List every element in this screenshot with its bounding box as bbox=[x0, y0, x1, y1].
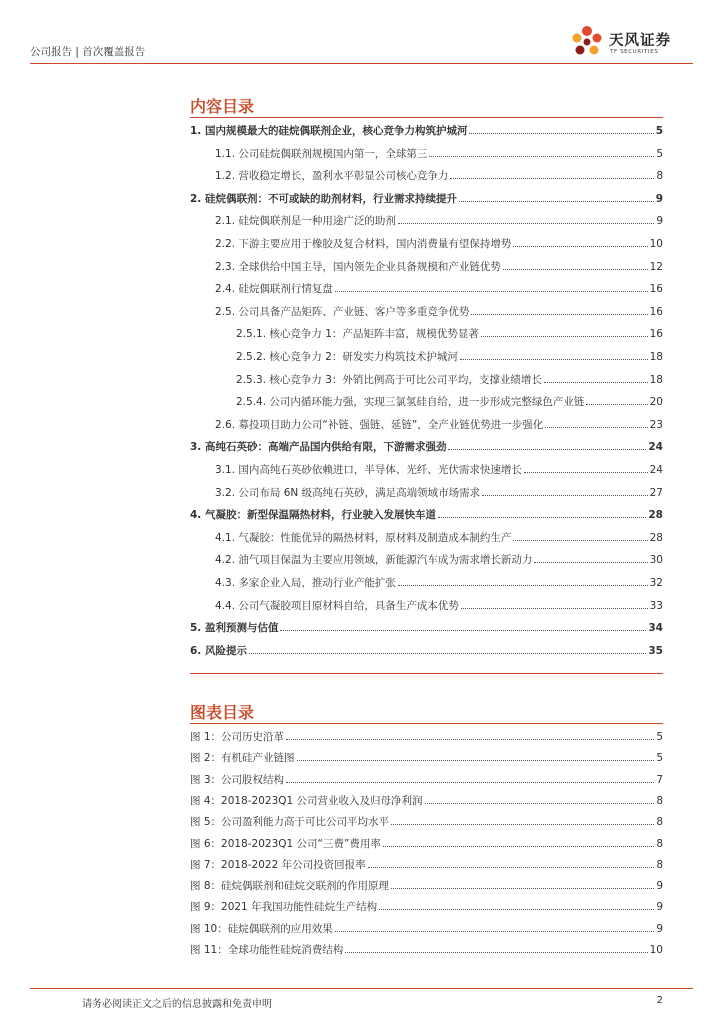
toc-entry[interactable] bbox=[215, 486, 663, 500]
dot-leader bbox=[335, 291, 648, 292]
dot-leader bbox=[469, 133, 653, 134]
brand-flower-icon bbox=[569, 24, 605, 60]
figure-entry[interactable] bbox=[190, 900, 663, 914]
toc-entry[interactable] bbox=[215, 418, 663, 432]
toc-entry-page: 20 bbox=[649, 396, 663, 409]
dot-leader bbox=[481, 336, 648, 337]
toc-entry-text: 2.5. 公司具备产品矩阵、产业链、客户等多重竞争优势 bbox=[215, 305, 470, 318]
figure-entry-page: 7 bbox=[656, 773, 663, 786]
toc-entry-text: 2.5.3. 核心竞争力 3：外销比例高于可比公司平均，支撑业绩增长 bbox=[236, 373, 542, 386]
toc-title: 内容目录 bbox=[190, 97, 255, 116]
figure-entry-page: 8 bbox=[656, 858, 663, 871]
figure-entry-page: 8 bbox=[656, 816, 663, 829]
figure-entry[interactable] bbox=[190, 773, 663, 787]
dot-leader bbox=[249, 653, 646, 654]
toc-entry-page: 18 bbox=[649, 351, 663, 363]
header-divider bbox=[30, 63, 693, 64]
dot-leader bbox=[335, 931, 655, 932]
toc-entry-page: 16 bbox=[649, 283, 663, 296]
figure-list-title: 图表目录 bbox=[190, 703, 255, 722]
toc-entry[interactable] bbox=[215, 169, 663, 183]
toc-entry[interactable] bbox=[215, 282, 663, 296]
dot-leader bbox=[438, 517, 646, 518]
dot-leader bbox=[450, 178, 654, 179]
toc-entry-text: 3.1. 国内高纯石英砂依赖进口，半导体、光纤、光伏需求快速增长 bbox=[215, 464, 522, 476]
toc-entry[interactable] bbox=[236, 373, 663, 387]
brand-name-en: TF SECURITIES bbox=[610, 49, 659, 55]
figure-entry-page: 9 bbox=[656, 880, 663, 893]
dot-leader bbox=[513, 540, 647, 541]
dot-leader bbox=[383, 846, 654, 847]
dot-leader bbox=[545, 427, 647, 428]
dot-leader bbox=[534, 562, 647, 563]
figure-entry-page: 10 bbox=[649, 944, 663, 956]
toc-entry-page: 5 bbox=[656, 147, 663, 160]
figure-entry-text: 图 3：公司股权结构 bbox=[190, 773, 285, 786]
toc-entry-page: 34 bbox=[648, 622, 663, 635]
toc-entry-text: 4.2. 油气项目保温为主要应用领域，新能源汽车成为需求增长新动力 bbox=[215, 554, 533, 567]
toc-entry-page: 9 bbox=[656, 215, 663, 228]
dot-leader bbox=[459, 201, 654, 202]
toc-entry-page: 23 bbox=[649, 418, 663, 431]
figure-list-title-rule bbox=[190, 723, 663, 724]
toc-entry-text: 1.2. 营收稳定增长，盈利水平彰显公司核心竞争力 bbox=[215, 170, 449, 183]
dot-leader bbox=[286, 739, 654, 740]
figure-entry[interactable] bbox=[190, 751, 663, 765]
toc-entry[interactable] bbox=[215, 553, 663, 567]
toc-entry[interactable] bbox=[190, 192, 663, 206]
dot-leader bbox=[297, 760, 655, 761]
toc-entry-text: 2.5.2. 核心竞争力 2：研发实力构筑技术护城河 bbox=[236, 351, 458, 363]
toc-entry-text: 3. 高纯石英砂：高端产品国内供给有限，下游需求强劲 bbox=[190, 441, 447, 454]
toc-entry[interactable] bbox=[236, 395, 663, 409]
toc-entry-text: 4.1. 气凝胶：性能优异的隔热材料，原材料及制造成本制约生产 bbox=[215, 531, 512, 544]
figure-entry-page: 5 bbox=[656, 731, 663, 743]
report-type-label: 公司报告 | 首次覆盖报告 bbox=[30, 46, 146, 58]
dot-leader bbox=[513, 246, 647, 247]
toc-entry-page: 33 bbox=[649, 599, 663, 612]
figure-entry-text: 图 11：全球功能性硅烷消费结构 bbox=[190, 944, 344, 956]
dot-leader bbox=[471, 314, 647, 315]
figure-entry-text: 图 4：2018-2023Q1 公司营业收入及归母净利润 bbox=[190, 794, 423, 807]
toc-entry[interactable] bbox=[215, 237, 663, 251]
toc-entry-text: 5. 盈利预测与估值 bbox=[190, 622, 279, 635]
toc-entry-text: 2.5.4. 公司内循环能力强，实现三氯氢硅自给，进一步形成完整绿色产业链 bbox=[236, 396, 585, 409]
dot-leader bbox=[482, 495, 648, 496]
figure-entry-page: 8 bbox=[656, 837, 663, 850]
toc-entry-text: 3.2. 公司布局 6N 级高纯石英砂，满足高端领域市场需求 bbox=[215, 486, 481, 499]
figure-entry-text: 图 9：2021 年我国功能性硅烷生产结构 bbox=[190, 901, 378, 914]
toc-entry-page: 24 bbox=[649, 464, 663, 476]
figure-entry-page: 8 bbox=[656, 794, 663, 807]
toc-entry-text: 2.1. 硅烷偶联剂是一种用途广泛的助剂 bbox=[215, 215, 396, 228]
footer-disclaimer: 请务必阅读正文之后的信息披露和免责申明 bbox=[82, 999, 272, 1010]
toc-entry-text: 4.4. 公司气凝胶项目原材料自给，具备生产成本优势 bbox=[215, 599, 459, 612]
dot-leader bbox=[460, 359, 648, 360]
toc-entry-page: 8 bbox=[656, 170, 663, 183]
dot-leader bbox=[429, 156, 654, 157]
dot-leader bbox=[586, 404, 647, 405]
toc-entry-text: 2.3. 全球供给中国主导，国内领先企业具备规模和产业链优势 bbox=[215, 260, 501, 273]
figure-entry[interactable] bbox=[190, 879, 663, 893]
toc-entry-page: 28 bbox=[648, 509, 663, 522]
dot-leader bbox=[503, 269, 648, 270]
figure-entry-text: 图 5：公司盈利能力高于可比公司平均水平 bbox=[190, 816, 390, 829]
toc-entry-page: 24 bbox=[648, 441, 663, 454]
figure-entry-text: 图 2：有机硅产业链图 bbox=[190, 752, 295, 765]
dot-leader bbox=[391, 888, 654, 889]
figure-entry-text: 图 6：2018-2023Q1 公司“三费”费用率 bbox=[190, 837, 381, 850]
toc-bottom-rule bbox=[190, 673, 663, 674]
toc-entry-page: 35 bbox=[648, 644, 663, 657]
toc-entry-text: 2.5.1. 核心竞争力 1：产品矩阵丰富，规模优势显著 bbox=[236, 328, 479, 341]
toc-entry[interactable] bbox=[236, 327, 663, 341]
toc-entry-text: 4.3. 多家企业入局，推动行业产能扩张 bbox=[215, 577, 396, 589]
toc-entry-text: 1. 国内规模最大的硅烷偶联剂企业，核心竞争力构筑护城河 bbox=[190, 125, 468, 137]
figure-entry[interactable] bbox=[190, 837, 663, 851]
figure-entry-text: 图 1：公司历史沿革 bbox=[190, 731, 285, 743]
toc-entry[interactable] bbox=[215, 463, 663, 477]
dot-leader bbox=[391, 824, 654, 825]
toc-entry[interactable] bbox=[215, 599, 663, 613]
figure-entry-text: 图 10：硅烷偶联剂的应用效果 bbox=[190, 922, 333, 935]
toc-entry[interactable] bbox=[215, 214, 663, 228]
toc-entry-text: 2.4. 硅烷偶联剂行情复盘 bbox=[215, 283, 333, 296]
figure-entry[interactable] bbox=[190, 815, 663, 829]
toc-entry[interactable] bbox=[190, 508, 663, 522]
brand-logo bbox=[565, 22, 695, 62]
toc-entry-page: 16 bbox=[649, 328, 663, 341]
toc-entry-page: 30 bbox=[649, 554, 663, 567]
toc-entry[interactable] bbox=[215, 147, 663, 161]
dot-leader bbox=[398, 223, 654, 224]
figure-entry-page: 9 bbox=[656, 922, 663, 935]
dot-leader bbox=[448, 449, 646, 450]
toc-entry-page: 28 bbox=[649, 531, 663, 544]
figure-entry[interactable] bbox=[190, 943, 663, 957]
toc-entry[interactable] bbox=[215, 260, 663, 274]
brand-name-cn: 天风证券 bbox=[609, 33, 671, 49]
toc-entry-page: 27 bbox=[649, 486, 663, 499]
toc-entry-text: 2.2. 下游主要应用于橡胶及复合材料，国内消费量有望保持增势 bbox=[215, 238, 512, 250]
dot-leader bbox=[398, 585, 648, 586]
dot-leader bbox=[345, 952, 647, 953]
toc-entry[interactable] bbox=[215, 576, 663, 590]
toc-entry-page: 32 bbox=[649, 577, 663, 589]
toc-entry[interactable] bbox=[236, 350, 663, 364]
dot-leader bbox=[280, 630, 646, 631]
dot-leader bbox=[379, 909, 654, 910]
toc-entry-page: 5 bbox=[655, 125, 663, 137]
toc-entry-text: 2. 硅烷偶联剂：不可或缺的助剂材料，行业需求持续提升 bbox=[190, 192, 457, 205]
toc-title-rule bbox=[190, 117, 663, 118]
dot-leader bbox=[544, 382, 648, 383]
dot-leader bbox=[286, 782, 654, 783]
toc-entry-page: 12 bbox=[649, 260, 663, 273]
toc-entry-text: 2.6. 募投项目助力公司“补链、强链、延链”，全产业链优势进一步强化 bbox=[215, 418, 544, 431]
figure-entry[interactable] bbox=[190, 858, 663, 872]
figure-entry-text: 图 7：2018-2022 年公司投资回报率 bbox=[190, 858, 366, 871]
figure-entry-text: 图 8：硅烷偶联剂和硅烷交联剂的作用原理 bbox=[190, 880, 390, 893]
toc-entry[interactable] bbox=[190, 621, 663, 635]
toc-entry-text: 1.1. 公司硅烷偶联剂规模国内第一，全球第三 bbox=[215, 147, 428, 160]
toc-entry[interactable] bbox=[190, 440, 663, 454]
toc-entry[interactable] bbox=[190, 644, 663, 658]
toc-entry[interactable] bbox=[190, 124, 663, 138]
toc-entry-text: 6. 风险提示 bbox=[190, 644, 247, 657]
footer-divider bbox=[30, 988, 693, 989]
toc-entry-page: 10 bbox=[649, 238, 663, 250]
dot-leader bbox=[368, 867, 655, 868]
toc-entry-page: 9 bbox=[655, 192, 663, 205]
toc-entry-text: 4. 气凝胶：新型保温隔热材料，行业驶入发展快车道 bbox=[190, 509, 436, 522]
toc-entry-page: 18 bbox=[649, 373, 663, 386]
figure-entry-page: 5 bbox=[656, 752, 663, 765]
toc-entry-page: 16 bbox=[649, 305, 663, 318]
dot-leader bbox=[524, 472, 648, 473]
dot-leader bbox=[461, 608, 648, 609]
figure-entry[interactable] bbox=[190, 794, 663, 808]
figure-entry[interactable] bbox=[190, 730, 663, 744]
toc-entry[interactable] bbox=[215, 305, 663, 319]
figure-entry-page: 9 bbox=[656, 901, 663, 914]
figure-entry[interactable] bbox=[190, 922, 663, 936]
toc-entry[interactable] bbox=[215, 531, 663, 545]
dot-leader bbox=[425, 803, 655, 804]
page-number: 2 bbox=[656, 995, 663, 1006]
